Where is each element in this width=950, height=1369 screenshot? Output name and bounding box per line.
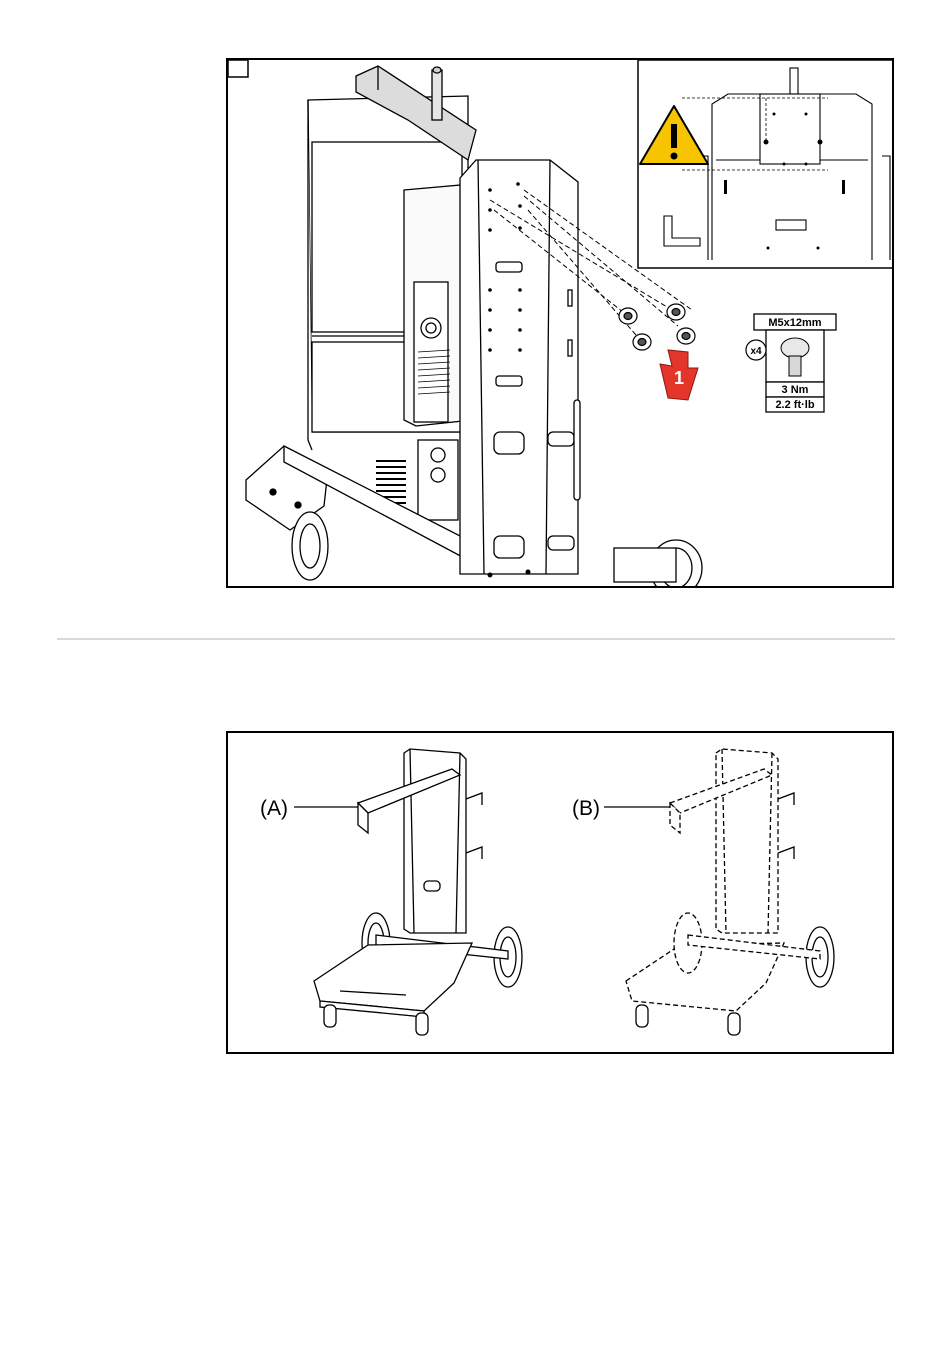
mounting-figure xyxy=(226,58,894,588)
label-b: (B) xyxy=(572,797,600,820)
detail-inset xyxy=(638,60,892,268)
trolley-a xyxy=(314,749,522,1035)
arrow-step-icon xyxy=(660,350,698,400)
mounting-illustration xyxy=(228,60,892,586)
torque-ftlb-label: 2.2 ft·lb xyxy=(775,399,815,411)
torque-nm-label: 3 Nm xyxy=(781,384,809,396)
screw-set xyxy=(619,304,695,350)
screw-quantity-label: x4 xyxy=(750,346,762,357)
trolley-mast xyxy=(460,160,580,578)
power-source-unit xyxy=(308,66,476,520)
trolley-variants-illustration xyxy=(228,733,892,1052)
trolley-b xyxy=(626,749,784,1011)
screw-spec-callout xyxy=(746,314,836,412)
trolley-variants-figure xyxy=(226,731,894,1054)
label-a: (A) xyxy=(260,797,288,820)
section-divider xyxy=(57,638,895,640)
screw-size-label: M5x12mm xyxy=(768,317,822,329)
step-number-label: 1 xyxy=(674,368,685,388)
